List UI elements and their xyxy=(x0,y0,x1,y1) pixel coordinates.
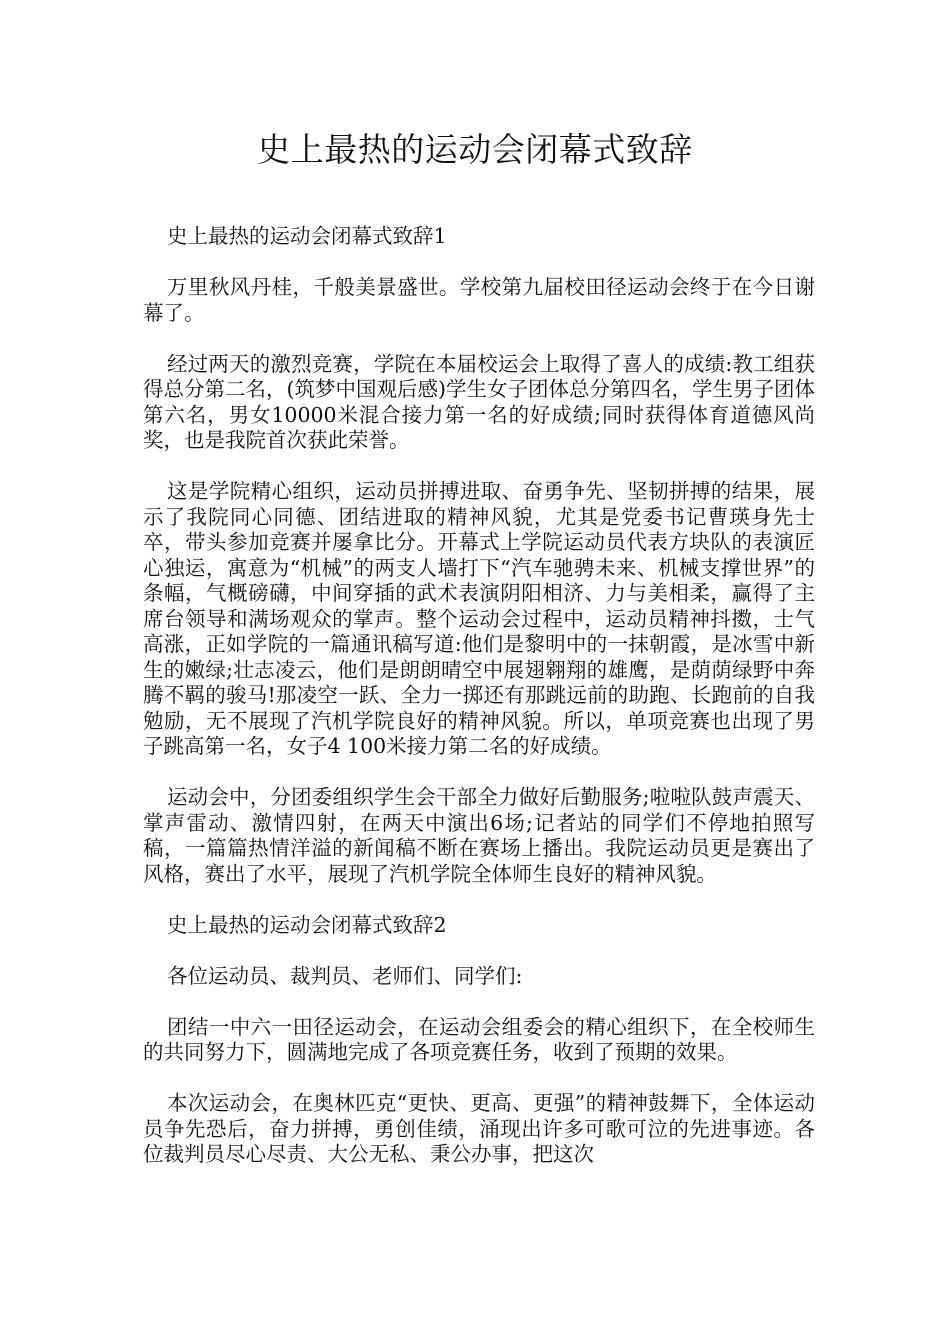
section-heading-1: 史上最热的运动会闭幕式致辞1 xyxy=(167,224,447,248)
paragraph-spirit: 这是学院精心组织，运动员拼搏进取、奋勇争先、坚韧拼搏的结果，展示了我院同心同德、团结进取的精神风貌，尤其是党委书记曹瑛身先士卒，带头参加竞赛并屡拿比分。开幕式上学院运动员代表方块队的表演匠心独运，寓意为“机械”的两支人墙打下“汽车驰骋未来、机械支撑世界”的条幅，气概磅礴，中间穿插的武术表演阴阳相济、力与美相柔，赢得了主席台领导和满场观众的掌声。整个运动会过程中，运动员精神抖擞，士气高涨，正如学院的一篇通讯稿写道:他们是黎明中的一抹朝霞，是冰雪中新生的嫩绿;壮志凌云，他们是朗朗晴空中展翅翱翔的雄鹰，是荫荫绿野中奔腾不羁的骏马!那凌空一跃、全力一掷还有那跳远前的助跑、长跑前的自我勉励，无不展现了汽机学院良好的精神风貌。所以，单项竞赛也出现了男子跳高第一名，女子4 100米接力第二名的好成绩。 xyxy=(143,479,815,758)
paragraph-greeting: 各位运动员、裁判员、老师们、同学们: xyxy=(167,963,523,988)
document-body xyxy=(143,224,815,1193)
section-heading-2: 史上最热的运动会闭幕式致辞2 xyxy=(167,912,447,937)
paragraph-support: 运动会中，分团委组织学生会干部全力做好后勤服务;啦啦队鼓声震天、掌声雷动、激情四射，在两天中演出6场;记者站的同学们不停地拍照写稿，一篇篇热情洋溢的新闻稿不断在赛场上播出。我院运动员更是赛出了风格，赛出了水平，展现了汽机学院全体师生良好的精神风貌。 xyxy=(143,785,815,886)
paragraph-completion: 团结一中六一田径运动会，在运动会组委会的精心组织下，在全校师生的共同努力下，圆满地完成了各项竞赛任务，收到了预期的效果。 xyxy=(143,1014,815,1064)
paragraph-opening: 万里秋风丹桂，千般美景盛世。学校第九届校田径运动会终于在今日谢幕了。 xyxy=(143,275,815,325)
paragraph-olympic-spirit: 本次运动会，在奥林匹克“更快、更高、更强”的精神鼓舞下，全体运动员争先恐后，奋力拼搏，勇创佳绩，涌现出许多可歌可泣的先进事迹。各位裁判员尽心尽责、大公无私、秉公办事，把这次 xyxy=(143,1091,815,1166)
document-title: 史上最热的运动会闭幕式致辞 xyxy=(257,130,693,169)
paragraph-results: 经过两天的激烈竞赛，学院在本届校运会上取得了喜人的成绩:教工组获得总分第二名，(筑梦中国观后感)学生女子团体总分第四名，学生男子团体第六名，男女10000米混合接力第一名的好成绩;同时获得体育道德风尚奖，也是我院首次获此荣誉。 xyxy=(143,351,815,452)
